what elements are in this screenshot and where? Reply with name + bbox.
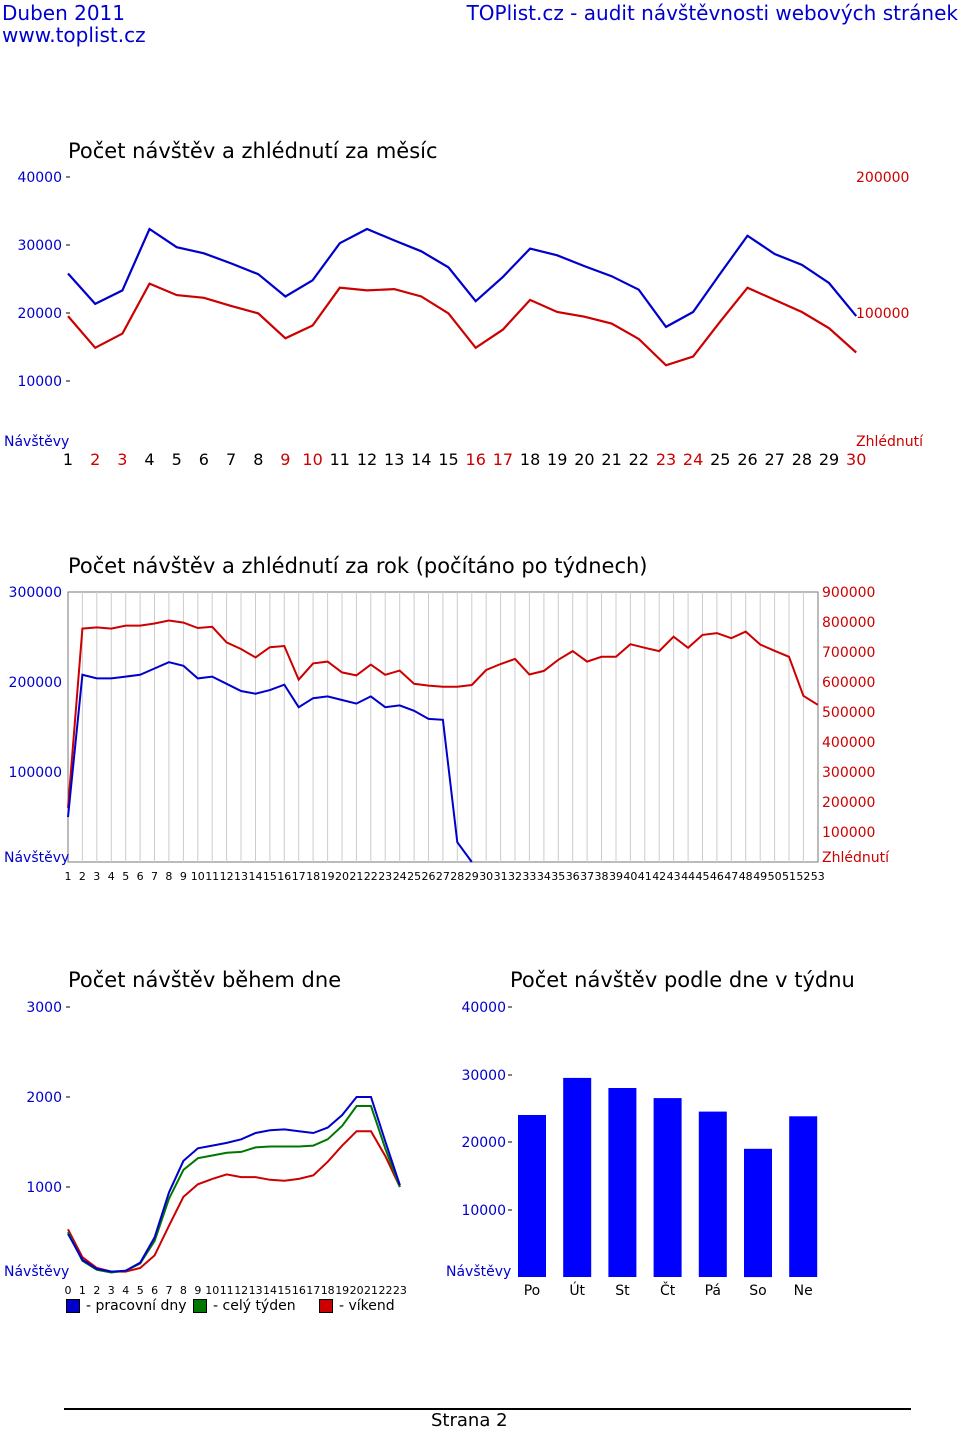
yearly-x-tick: 3: [93, 870, 101, 883]
daily-x-tick: 16: [291, 1284, 306, 1297]
yearly-x-tick: 50: [767, 870, 782, 883]
daily-x-tick: 0: [64, 1284, 72, 1297]
yearly-x-tick: 25: [407, 870, 422, 883]
yearly-x-tick: 10: [190, 870, 205, 883]
daily-x-tick: 11: [219, 1284, 234, 1297]
weekday-x-tick: Út: [569, 1283, 586, 1299]
monthly-x-tick: 17: [492, 450, 514, 469]
daily-left-tick: 2000: [26, 1090, 62, 1106]
yearly-x-tick: 15: [262, 870, 277, 883]
weekday-chart: [0, 960, 960, 1340]
monthly-x-tick: 1: [62, 450, 74, 469]
monthly-series: [68, 229, 856, 365]
yearly-left-ticks: [9, 585, 62, 781]
monthly-x-tick: 25: [710, 450, 731, 469]
legend-weekend-label: - víkend: [339, 1298, 395, 1314]
yearly-left-axis-label: Návštěvy: [4, 850, 70, 866]
daily-x-tick: 1: [78, 1284, 86, 1297]
yearly-x-tick: 35: [551, 870, 566, 883]
daily-x-tick: 19: [335, 1284, 350, 1297]
weekday-x-tick: St: [615, 1283, 630, 1299]
yearly-x-tick: 21: [349, 870, 364, 883]
monthly-left-tick: 10000: [17, 374, 62, 390]
weekday-left-tick: 40000: [461, 1000, 506, 1016]
daily-left-tick: 1000: [26, 1180, 62, 1196]
yearly-x-tick: 14: [248, 870, 263, 883]
weekday-bar: [789, 1116, 817, 1277]
weekday-x-tick: Po: [523, 1283, 541, 1299]
monthly-left-axis-label: Návštěvy: [4, 434, 70, 450]
yearly-x-tick: 2: [78, 870, 86, 883]
yearly-x-tick: 32: [508, 870, 522, 883]
yearly-left-tick: 300000: [8, 585, 62, 601]
monthly-right-tick: 200000: [856, 170, 910, 186]
page-number: Strana 2: [431, 1410, 508, 1431]
monthly-x-tick: 24: [682, 450, 704, 469]
legend-week-label: - celý týden: [213, 1298, 296, 1314]
yearly-x-tick: 17: [291, 870, 306, 883]
monthly-x-tick: 6: [198, 450, 209, 469]
yearly-x-tick: 19: [320, 870, 335, 883]
monthly-left-tick: 20000: [17, 306, 62, 322]
monthly-x-tick: 21: [601, 450, 622, 469]
yearly-x-tick: 31: [493, 870, 508, 883]
daily-left-axis-label: Návštěvy: [4, 1264, 70, 1280]
yearly-x-tick: 45: [695, 870, 710, 883]
monthly-right-ticks: [856, 170, 909, 322]
yearly-x-tick: 11: [205, 870, 220, 883]
daily-x-tick: 8: [179, 1284, 187, 1297]
yearly-x-tick: 38: [594, 870, 609, 883]
monthly-x-tick: 9: [280, 450, 291, 469]
yearly-x-tick: 37: [580, 870, 595, 883]
daily-x-tick: 13: [248, 1284, 263, 1297]
daily-x-tick: 14: [263, 1284, 277, 1297]
yearly-x-tick: 23: [378, 870, 393, 883]
monthly-x-tick: 7: [226, 450, 237, 469]
daily-x-tick: 21: [364, 1284, 378, 1297]
yearly-x-tick: 34: [536, 870, 551, 883]
monthly-x-tick: 19: [547, 450, 568, 469]
monthly-x-tick: 8: [253, 450, 264, 469]
monthly-right-tick: 100000: [856, 306, 910, 322]
weekday-left-tick: 10000: [461, 1203, 506, 1219]
daily-title: Počet návštěv během dne: [68, 968, 342, 992]
yearly-x-tick: 22: [363, 870, 378, 883]
yearly-x-tick: 6: [136, 870, 144, 883]
monthly-x-tick: 2: [90, 450, 101, 469]
weekday-x-tick: So: [749, 1283, 767, 1299]
yearly-x-tick: 20: [335, 870, 349, 883]
monthly-views-line: [68, 284, 856, 366]
monthly-chart: [0, 0, 960, 480]
weekday-left-tick: 30000: [461, 1068, 506, 1084]
yearly-x-tick: 26: [421, 870, 436, 883]
monthly-left-tick: 40000: [17, 170, 62, 186]
daily-left-tick: 3000: [26, 1000, 62, 1016]
yearly-x-tick: 16: [277, 870, 292, 883]
daily-x-tick: 7: [165, 1284, 173, 1297]
yearly-x-tick: 41: [637, 870, 652, 883]
weekday-bars: [518, 1078, 817, 1277]
daily-x-tick: 23: [392, 1284, 407, 1297]
daily-x-tick: 2: [93, 1284, 101, 1297]
yearly-right-axis-label: Zhlédnutí: [822, 850, 889, 866]
weekday-bar: [563, 1078, 591, 1277]
yearly-x-tick: 28: [450, 870, 465, 883]
weekday-title: Počet návštěv podle dne v týdnu: [510, 968, 855, 992]
yearly-x-tick: 48: [738, 870, 753, 883]
yearly-x-tick: 47: [724, 870, 739, 883]
yearly-x-tick: 18: [306, 870, 321, 883]
yearly-x-tick: 49: [753, 870, 768, 883]
weekday-x-tick: Čt: [659, 1283, 676, 1299]
monthly-x-tick: 15: [438, 450, 459, 469]
monthly-x-tick: 14: [411, 450, 432, 469]
yearly-title: Počet návštěv a zhlédnutí za rok (počítáno po týdnech): [68, 554, 648, 578]
weekday-x-tick: Ne: [793, 1283, 813, 1299]
weekday-x-tick: Pá: [704, 1283, 722, 1299]
yearly-x-tick: 5: [122, 870, 130, 883]
monthly-x-tick: 12: [356, 450, 378, 469]
daily-x-tick: 5: [136, 1284, 144, 1297]
monthly-x-tick: 23: [655, 450, 677, 469]
yearly-right-tick: 300000: [822, 765, 876, 781]
weekday-x-ticks: [524, 1281, 813, 1299]
yearly-x-tick: 51: [782, 870, 796, 883]
yearly-x-tick: 12: [219, 870, 234, 883]
daily-x-tick: 15: [277, 1284, 292, 1297]
yearly-left-tick: 200000: [8, 675, 62, 691]
yearly-x-tick: 42: [652, 870, 667, 883]
monthly-x-tick: 16: [465, 450, 486, 469]
weekday-bar: [608, 1088, 636, 1277]
yearly-x-tick: 1: [64, 870, 72, 883]
monthly-x-tick: 28: [791, 450, 813, 469]
yearly-x-tick: 36: [565, 870, 580, 883]
monthly-x-tick: 13: [384, 450, 405, 469]
yearly-x-tick: 53: [810, 870, 825, 883]
weekday-grid: [508, 1007, 512, 1210]
daily-x-tick: 10: [205, 1284, 220, 1297]
monthly-x-tick: 26: [737, 450, 758, 469]
monthly-left-tick: 30000: [17, 238, 62, 254]
yearly-chart: [0, 550, 960, 883]
yearly-x-tick: 7: [151, 870, 158, 883]
yearly-x-tick: 52: [796, 870, 811, 883]
monthly-x-ticks: [63, 450, 866, 469]
daily-x-tick: 3: [107, 1284, 115, 1297]
daily-x-tick: 9: [194, 1284, 202, 1297]
monthly-left-ticks: [17, 170, 62, 390]
daily-x-tick: 4: [122, 1284, 130, 1297]
yearly-x-tick: 40: [623, 870, 638, 883]
yearly-x-tick: 4: [107, 870, 115, 883]
weekday-bar: [699, 1112, 727, 1277]
yearly-right-tick: 900000: [822, 585, 876, 601]
weekday-left-axis-label: Návštěvy: [446, 1264, 512, 1280]
monthly-grid: [66, 177, 70, 381]
yearly-x-tick: 43: [666, 870, 681, 883]
report-period: Duben 2011: [2, 1, 126, 25]
yearly-x-tick: 13: [234, 870, 248, 883]
site-url[interactable]: www.toplist.cz: [2, 23, 146, 47]
daily-x-tick: 18: [320, 1284, 335, 1297]
weekday-left-ticks: [461, 1000, 506, 1219]
yearly-right-tick: 700000: [822, 645, 876, 661]
yearly-x-tick: 29: [464, 870, 479, 883]
daily-x-tick: 17: [306, 1284, 321, 1297]
yearly-x-tick: 9: [179, 870, 187, 883]
monthly-x-tick: 30: [846, 450, 867, 469]
monthly-x-tick: 22: [628, 450, 649, 469]
monthly-x-tick: 29: [818, 450, 840, 469]
yearly-x-ticks: [65, 870, 825, 883]
monthly-x-tick: 18: [519, 450, 541, 469]
yearly-right-ticks: [822, 585, 875, 841]
yearly-x-tick: 27: [435, 870, 450, 883]
yearly-x-tick: 46: [709, 870, 724, 883]
monthly-x-tick: 20: [574, 450, 595, 469]
daily-x-tick: 12: [234, 1284, 249, 1297]
yearly-left-tick: 100000: [8, 765, 62, 781]
monthly-x-tick: 3: [117, 450, 128, 469]
yearly-right-tick: 600000: [822, 675, 876, 691]
yearly-right-tick: 100000: [822, 825, 876, 841]
daily-x-tick: 6: [151, 1284, 159, 1297]
monthly-x-tick: 5: [171, 450, 182, 469]
weekday-bar: [518, 1115, 546, 1277]
yearly-x-tick: 8: [165, 870, 173, 883]
yearly-right-tick: 500000: [822, 705, 876, 721]
yearly-right-tick: 200000: [822, 795, 876, 811]
weekday-bar: [654, 1098, 682, 1277]
monthly-x-tick: 10: [302, 450, 323, 469]
legend-workdays-label: - pracovní dny: [86, 1298, 187, 1314]
yearly-right-tick: 800000: [822, 615, 876, 631]
weekday-bar: [744, 1149, 772, 1277]
yearly-x-tick: 44: [681, 870, 696, 883]
monthly-title: Počet návštěv a zhlédnutí za měsíc: [68, 139, 438, 163]
monthly-visits-line: [68, 229, 856, 327]
daily-x-tick: 22: [378, 1284, 393, 1297]
monthly-x-tick: 11: [329, 450, 350, 469]
header-title: TOPlist.cz - audit návštěvnosti webových stránek: [466, 1, 958, 25]
yearly-x-tick: 24: [392, 870, 407, 883]
yearly-x-tick: 33: [522, 870, 537, 883]
monthly-x-tick: 27: [764, 450, 785, 469]
monthly-x-tick: 4: [144, 450, 155, 469]
yearly-x-tick: 30: [479, 870, 494, 883]
yearly-right-tick: 400000: [822, 735, 876, 751]
yearly-x-tick: 39: [609, 870, 623, 883]
weekday-left-tick: 20000: [461, 1135, 506, 1151]
monthly-right-axis-label: Zhlédnutí: [856, 434, 923, 450]
daily-x-tick: 20: [349, 1284, 364, 1297]
